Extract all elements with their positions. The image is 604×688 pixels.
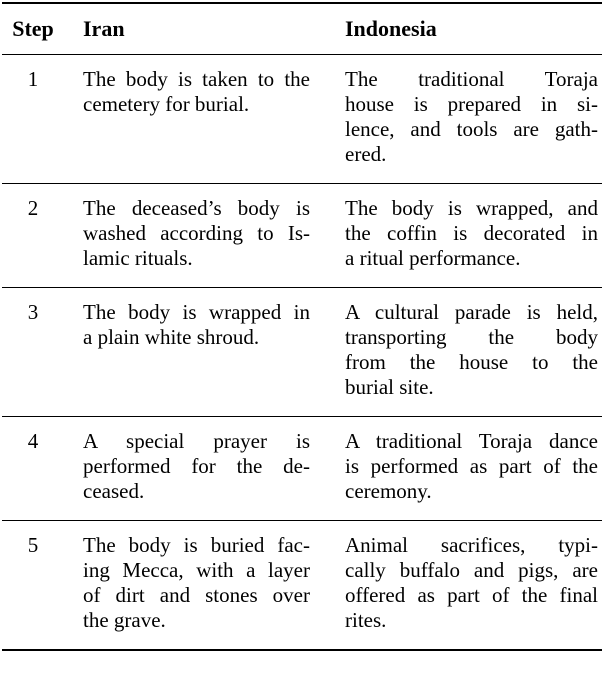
text-line: Animal sacrifices, typi- <box>345 533 598 557</box>
step-cell: 4 <box>27 429 39 453</box>
text-line: washed according to Is- <box>83 221 310 245</box>
column-header-iran: Iran <box>83 16 125 41</box>
text-line: burial site. <box>345 375 434 399</box>
step-cell: 3 <box>27 300 39 324</box>
text-line: performed for the de- <box>83 454 310 478</box>
text-line: ceased. <box>83 479 145 503</box>
text-line: ered. <box>345 142 387 166</box>
column-spacer <box>64 533 83 633</box>
column-spacer <box>310 533 345 633</box>
column-spacer <box>64 67 83 167</box>
indonesia-cell <box>345 67 598 167</box>
text-line: house is prepared in si- <box>345 92 598 116</box>
column-header-step: Step <box>12 16 54 41</box>
column-spacer <box>310 300 345 400</box>
column-spacer <box>64 196 83 271</box>
text-line: cemetery for burial. <box>83 92 250 116</box>
text-line: The traditional Toraja <box>345 67 598 91</box>
column-spacer <box>310 13 345 45</box>
text-line: The deceased’s body is <box>83 196 310 220</box>
text-line: A cultural parade is held, <box>345 300 598 324</box>
text-line: cally buffalo and pigs, are <box>345 558 598 582</box>
text-line: lence, and tools are gath- <box>345 117 598 141</box>
table-row <box>2 288 602 417</box>
table-row <box>2 55 602 184</box>
text-line: The body is buried fac- <box>83 533 310 557</box>
indonesia-cell <box>345 533 598 633</box>
iran-cell <box>83 67 310 167</box>
indonesia-cell <box>345 300 598 400</box>
text-line: The body is taken to the <box>83 67 310 91</box>
iran-cell <box>83 300 310 400</box>
table-body <box>2 55 602 649</box>
indonesia-cell <box>345 196 598 271</box>
text-line: A special prayer is <box>83 429 310 453</box>
column-spacer <box>64 429 83 504</box>
text-line: from the house to the <box>345 350 598 374</box>
text-line: The body is wrapped in <box>83 300 310 324</box>
iran-cell <box>83 429 310 504</box>
text-line: offered as part of the final <box>345 583 598 607</box>
iran-cell <box>83 196 310 271</box>
text-line: ceremony. <box>345 479 432 503</box>
iran-cell <box>83 533 310 633</box>
text-line: is performed as part of the <box>345 454 598 478</box>
text-line: a ritual performance. <box>345 246 521 270</box>
column-spacer <box>64 13 83 45</box>
column-spacer <box>64 300 83 400</box>
table-row <box>2 184 602 288</box>
table-row <box>2 417 602 521</box>
table-row <box>2 521 602 649</box>
text-line: rites. <box>345 608 387 632</box>
text-line: the coffin is decorated in <box>345 221 598 245</box>
comparison-table <box>2 2 602 651</box>
text-line: a plain white shroud. <box>83 325 260 349</box>
step-cell: 2 <box>27 196 39 220</box>
column-spacer <box>310 429 345 504</box>
table-header-row <box>2 4 602 55</box>
text-line: ing Mecca, with a layer <box>83 558 310 582</box>
indonesia-cell <box>345 429 598 504</box>
text-line: lamic rituals. <box>83 246 193 270</box>
column-spacer <box>310 67 345 167</box>
column-spacer <box>310 196 345 271</box>
text-line: A traditional Toraja dance <box>345 429 598 453</box>
text-line: transporting the body <box>345 325 598 349</box>
column-header-indonesia: Indonesia <box>345 16 437 41</box>
step-cell: 5 <box>27 533 39 557</box>
text-line: The body is wrapped, and <box>345 196 598 220</box>
text-line: the grave. <box>83 608 166 632</box>
text-line: of dirt and stones over <box>83 583 310 607</box>
step-cell: 1 <box>27 67 39 91</box>
